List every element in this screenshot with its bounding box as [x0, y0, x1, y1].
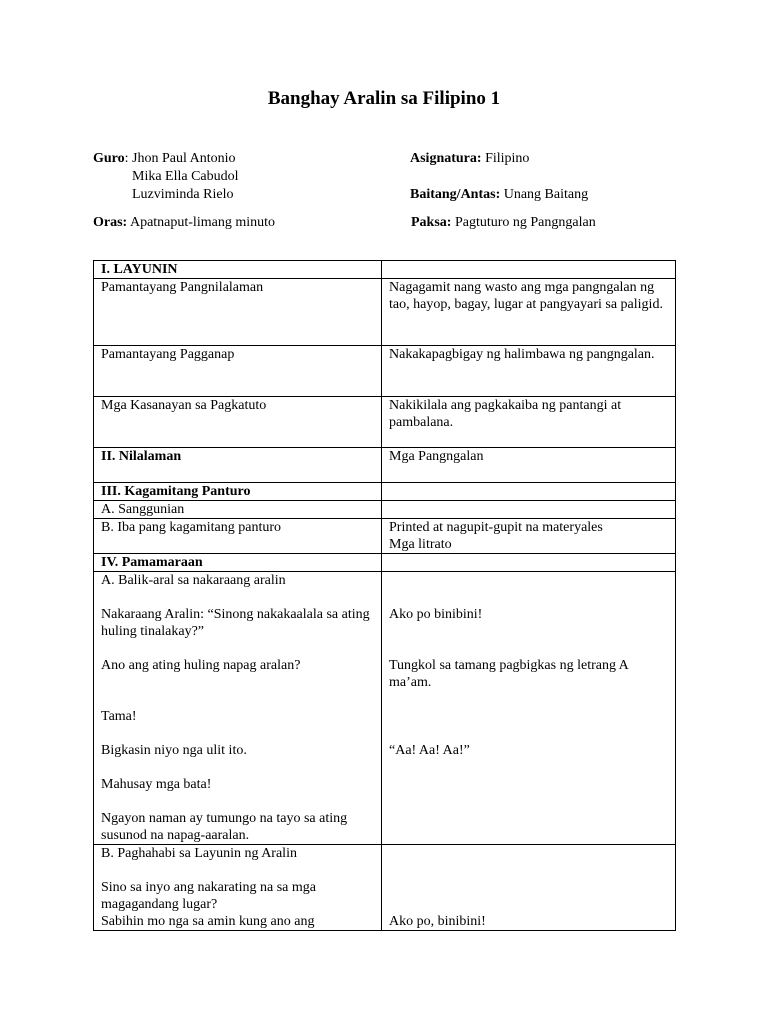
empty-cell: [382, 554, 676, 572]
empty-cell: [382, 261, 676, 279]
asignatura-field: [410, 150, 529, 168]
pamantayang-pagganap-value: Nakakapagbigay ng halimbawa ng pangngalan.: [382, 346, 676, 397]
table-row: [94, 346, 676, 397]
guro-name-3: Luzviminda Rielo: [132, 187, 234, 202]
oras-field: [93, 214, 275, 232]
balik-aral-heading: A. Balik-aral sa nakaraang aralin: [101, 573, 286, 588]
oras-label: Oras:: [93, 215, 128, 230]
materyales-text: Printed at nagupit-gupit na materyales: [389, 520, 603, 535]
table-row: [94, 448, 676, 483]
paksa-value: Pagtuturo ng Pangngalan: [454, 215, 596, 230]
asignatura-label: Asignatura:: [410, 151, 482, 166]
pamantayang-pangnilalaman-value: Nagagamit nang wasto ang mga pangngalan ng tao, hayop, bagay, lugar at pangyayari sa paligid.: [382, 279, 676, 346]
litrato-text: Mga litrato: [389, 537, 452, 552]
nilalaman-heading: II. Nilalaman: [94, 448, 382, 483]
paghahabi-students: [382, 845, 676, 931]
student-line: Tungkol sa tamang pagbigkas ng letrang A ma’am.: [389, 658, 629, 690]
asignatura-value: Filipino: [485, 151, 530, 166]
student-line: Ako po binibini!: [389, 607, 483, 622]
baitang-label: Baitang/Antas:: [410, 187, 501, 202]
table-row: [94, 397, 676, 448]
baitang-value: Unang Baitang: [503, 187, 589, 202]
teacher-line: Sabihin mo nga sa amin kung ano ang: [101, 914, 315, 929]
balik-aral-students: [382, 572, 676, 845]
guro-block: Guro: Jhon Paul Antonio Mika Ella Cabudol Luzviminda Rielo: [93, 151, 239, 202]
iba-pang-kagamitan-value: [382, 519, 676, 554]
empty-cell: [382, 483, 676, 501]
table-row: [94, 483, 676, 501]
nilalaman-value: Mga Pangngalan: [382, 448, 676, 483]
teacher-line: Bigkasin niyo nga ulit ito.: [101, 743, 247, 758]
table-row: [94, 501, 676, 519]
pamantayang-pangnilalaman: Pamantayang Pangnilalaman: [94, 279, 382, 346]
teacher-line: Ano ang ating huling napag aralan?: [101, 658, 301, 673]
student-line: “Aa! Aa! Aa!”: [389, 743, 470, 758]
sanggunian: A. Sanggunian: [94, 501, 382, 519]
teacher-line: Mahusay mga bata!: [101, 777, 212, 792]
guro-name-1: Jhon Paul Antonio: [132, 151, 236, 166]
teacher-line: Tama!: [101, 709, 137, 724]
paksa-label: Paksa:: [411, 215, 452, 230]
table-row: [94, 279, 676, 346]
table-row: [94, 519, 676, 554]
layunin-heading: I. LAYUNIN: [94, 261, 382, 279]
paghahabi-teacher: [94, 845, 382, 931]
iba-pang-kagamitan: B. Iba pang kagamitang panturo: [94, 519, 382, 554]
table-row: [94, 261, 676, 279]
guro-label: Guro: [93, 151, 125, 166]
empty-cell: [382, 501, 676, 519]
table-row: [94, 554, 676, 572]
table-row: [94, 845, 676, 931]
oras-value: Apatnaput-limang minuto: [129, 215, 275, 230]
kagamitan-heading: III. Kagamitang Panturo: [94, 483, 382, 501]
lesson-plan-table: [93, 260, 676, 931]
mga-kasanayan-value: Nakikilala ang pagkakaiba ng pantangi at pambalana.: [382, 397, 676, 448]
teacher-line: Nakaraang Aralin: “Sinong nakakaalala sa ating huling tinalakay?”: [101, 607, 370, 639]
paghahabi-heading: B. Paghahabi sa Layunin ng Aralin: [101, 846, 297, 861]
balik-aral-teacher: [94, 572, 382, 845]
mga-kasanayan: Mga Kasanayan sa Pagkatuto: [94, 397, 382, 448]
baitang-field: [410, 186, 588, 204]
teacher-line: Sino sa inyo ang nakarating na sa mga magagandang lugar?: [101, 880, 317, 912]
guro-name-2: Mika Ella Cabudol: [132, 169, 239, 184]
teacher-line: Ngayon naman ay tumungo na tayo sa ating susunod na napag-aaralan.: [101, 811, 348, 843]
pamantayang-pagganap: Pamantayang Pagganap: [94, 346, 382, 397]
table-row: [94, 572, 676, 845]
student-line: Ako po, binibini!: [389, 914, 486, 929]
page-title: Banghay Aralin sa Filipino 1: [267, 88, 501, 109]
paksa-field: [411, 214, 596, 232]
pamamaraan-heading: IV. Pamamaraan: [94, 554, 382, 572]
